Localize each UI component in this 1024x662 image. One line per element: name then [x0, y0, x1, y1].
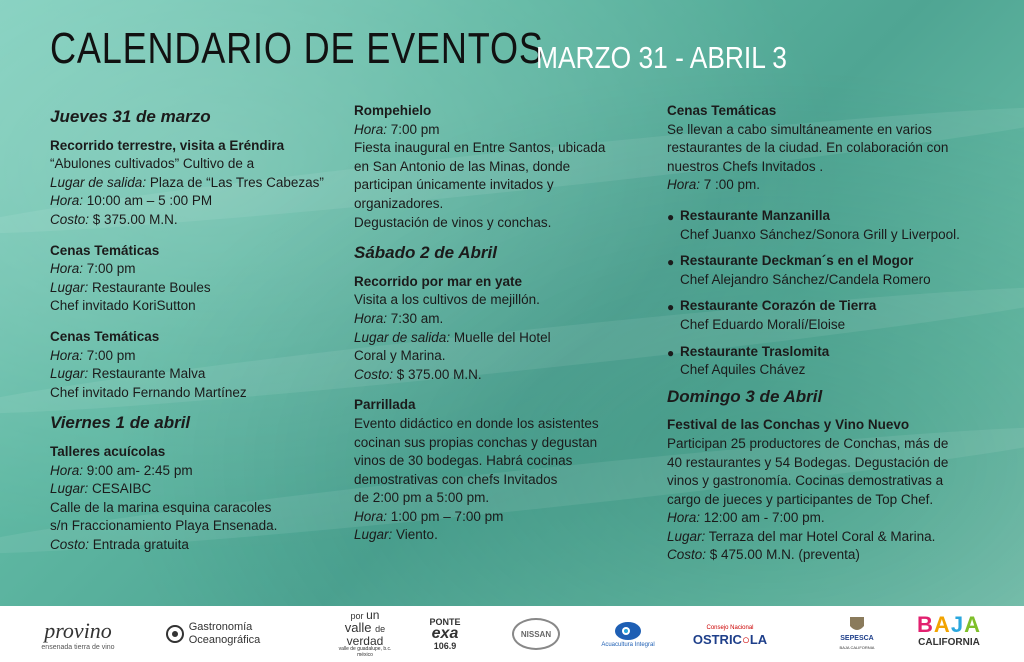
nissan-wordmark: NISSAN [512, 618, 560, 650]
field-value: Entrada gratuita [89, 536, 189, 552]
event-line [354, 366, 654, 385]
field-label: Costo: [50, 536, 90, 552]
field-label: Hora: [354, 121, 388, 137]
restaurant-item [667, 297, 1007, 334]
field-label: Costo: [667, 547, 707, 563]
gastronomia-text: Gastronomía [188, 621, 253, 633]
gastronomia-icon [165, 624, 185, 644]
field-value: 7:00 pm [83, 347, 136, 363]
restaurant-name: Restaurante Traslomita [680, 343, 830, 359]
baja-letter: J [950, 612, 965, 637]
gastronomia-logo [160, 614, 265, 654]
day-heading: Viernes 1 de abril [50, 413, 191, 433]
restaurant-chef: Chef Juanxo Sánchez/Sonora Grill y Liverpool. [680, 226, 960, 242]
bullet-icon: ● [667, 255, 675, 270]
event-line: Degustación de vinos y conchas. [354, 214, 552, 230]
field-label: Hora: [354, 508, 388, 524]
bullet-icon: ● [667, 209, 675, 224]
baja-subtitle: CALIFORNIA [918, 637, 980, 648]
field-label: Lugar: [667, 528, 706, 544]
event-line: Visita a los cultivos de mejillón. [354, 292, 540, 308]
restaurant-name: Restaurante Manzanilla [680, 207, 831, 223]
event-line [50, 192, 340, 211]
event-line [50, 279, 340, 298]
field-label: Lugar de salida: [354, 329, 451, 345]
bullet-icon: ● [667, 300, 675, 315]
event-title: Parrillada [354, 397, 416, 413]
baja-wordmark [917, 612, 981, 637]
gastronomia-text: Oceanográfica [188, 634, 261, 646]
field-value: Viento. [392, 527, 438, 543]
valle-de-verdad-logo [330, 608, 400, 658]
exa-text: PONTE [429, 617, 461, 627]
sepesca-text: SEPESCA [840, 635, 874, 642]
field-label: Hora: [354, 310, 388, 326]
event-title: Festival de las Conchas y Vino Nuevo [667, 417, 910, 433]
field-value: 7:00 pm [83, 261, 136, 277]
field-label: Hora: [50, 261, 84, 277]
event-line [50, 480, 340, 499]
ostricola-text: Consejo Nacional [706, 625, 754, 631]
ostricola-text: OSTRIC [692, 632, 742, 647]
event-line: Coral y Marina. [354, 348, 446, 364]
event-line: Se llevan a cabo simultáneamente en varios [667, 121, 932, 137]
event-line [50, 347, 340, 366]
event-block [50, 443, 340, 555]
event-line [50, 462, 340, 481]
field-label: Costo: [354, 366, 394, 382]
event-line: demostrativas con chefs Invitados [354, 471, 558, 487]
event-line: nuestros Chefs Invitados . [667, 158, 824, 174]
field-label: Hora: [50, 193, 84, 209]
event-line: Participan 25 productores de Conchas, más de [667, 435, 949, 451]
event-line [354, 526, 654, 545]
restaurant-item [667, 252, 1007, 289]
nissan-logo [511, 614, 561, 654]
event-line: cocinan sus propias conchas y degustan [354, 434, 598, 450]
event-line [667, 176, 1007, 195]
event-line: “Abulones cultivados” Cultivo de a [50, 156, 255, 172]
event-line [50, 211, 340, 230]
event-line: 40 restaurantes y 54 Bodegas. Degustación de [667, 454, 949, 470]
field-value: Restaurante Boules [88, 279, 211, 295]
field-value: 10:00 am – 5 :00 PM [83, 193, 213, 209]
field-label: Lugar: [354, 527, 393, 543]
event-block [667, 102, 1007, 195]
event-block [50, 242, 340, 316]
event-title: Recorrido terrestre, visita a Eréndira [50, 137, 285, 153]
event-title: Cenas Temáticas [667, 103, 777, 118]
event-block [354, 273, 654, 385]
sponsor-footer [0, 606, 1024, 662]
field-value: 7:30 am. [387, 310, 444, 326]
event-title: Cenas Temáticas [50, 242, 160, 258]
field-value: 9:00 am- 2:45 pm [83, 462, 193, 478]
field-value: Plaza de “Las Tres Cabezas” [146, 174, 324, 190]
day-heading: Sábado 2 de Abril [354, 243, 497, 263]
event-block [354, 396, 654, 545]
field-value: 7:00 pm [387, 121, 440, 137]
ostricola-logo: Consejo Nacional OSTRIC○LA [690, 614, 770, 654]
event-line [354, 121, 654, 140]
column-3 [667, 102, 1007, 577]
event-block [354, 102, 654, 232]
field-label: Lugar: [50, 481, 89, 497]
restaurant-name: Restaurante Deckman´s en el Mogor [680, 253, 914, 269]
provino-wordmark: provino [44, 617, 112, 643]
provino-tagline: ensenada tierra de vino [41, 643, 115, 651]
event-line [50, 260, 340, 279]
event-line [50, 365, 340, 384]
field-label: Hora: [50, 462, 84, 478]
event-line: Chef invitado Fernando Martínez [50, 384, 247, 400]
field-value: 1:00 pm – 7:00 pm [387, 508, 504, 524]
day-heading: Domingo 3 de Abril [667, 386, 823, 406]
event-line: en San Antonio de las Minas, donde [354, 158, 571, 174]
sepesca-text: BAJA CALIFORNIA [839, 645, 875, 650]
provino-logo [28, 614, 128, 654]
baja-letter: A [964, 612, 981, 637]
field-value: 12:00 am - 7:00 pm. [700, 510, 825, 526]
event-line: organizadores. [354, 195, 444, 211]
field-value: Muelle del Hotel [450, 329, 551, 345]
coat-of-arms-icon [849, 616, 865, 634]
valle-text: verdad [346, 634, 384, 648]
restaurant-name: Restaurante Corazón de Tierra [680, 298, 877, 314]
event-line: participan únicamente invitados y [354, 177, 554, 193]
valle-text: de [375, 624, 386, 634]
event-block [50, 137, 340, 230]
field-label: Hora: [667, 510, 701, 526]
field-value: $ 475.00 M.N. (preventa) [706, 547, 860, 563]
field-label: Hora: [50, 347, 84, 363]
event-title: Recorrido por mar en yate [354, 273, 523, 289]
event-title: Talleres acuícolas [50, 443, 166, 459]
event-line: Calle de la marina esquina caracoles [50, 499, 272, 515]
restaurant-item [667, 343, 1007, 380]
event-line [50, 174, 340, 193]
exa-text: exa [431, 625, 459, 642]
field-label: Hora: [667, 177, 701, 193]
event-line: restaurantes de la ciudad. En colaboración con [667, 140, 949, 156]
event-block [50, 328, 340, 402]
restaurant-chef: Chef Aquiles Chávez [680, 362, 806, 378]
exa-text: 106.9 [433, 641, 457, 651]
event-line [667, 509, 1007, 528]
event-line: de 2:00 pm a 5:00 pm. [354, 490, 490, 506]
acuacultura-logo [598, 614, 658, 654]
valle-text: valle [344, 620, 372, 635]
field-value: CESAIBC [88, 481, 152, 497]
field-value: Restaurante Malva [88, 366, 206, 382]
day-heading: Jueves 31 de marzo [50, 107, 211, 126]
event-line [50, 536, 340, 555]
event-line: Chef invitado KoriSutton [50, 298, 196, 314]
event-line: vinos de 30 bodegas. Habrá cocinas [354, 453, 573, 469]
baja-letter: B [917, 612, 934, 637]
event-dates: MARZO 31 - ABRIL 3 [536, 40, 787, 75]
field-label: Lugar: [50, 279, 89, 295]
baja-letter: A [933, 612, 951, 637]
page-title: CALENDARIO DE EVENTOS [50, 24, 544, 73]
event-line: cargo de jueces y participantes de Top Chef. [667, 491, 934, 507]
column-1 [50, 102, 340, 566]
sepesca-logo [832, 614, 882, 654]
event-line [354, 508, 654, 527]
bullet-icon: ● [667, 345, 675, 360]
event-line: Evento didáctico en donde los asistentes [354, 415, 599, 431]
event-line [354, 329, 654, 348]
event-line [354, 310, 654, 329]
column-2 [354, 102, 654, 557]
event-line [667, 528, 1007, 547]
restaurant-chef: Chef Eduardo Moralí/Eloise [680, 316, 846, 332]
event-line: Fiesta inaugural en Entre Santos, ubicada [354, 140, 606, 156]
event-line [667, 546, 1007, 565]
field-value: Terraza del mar Hotel Coral & Marina. [705, 528, 936, 544]
acuacultura-text: Acuacultura Integral [601, 642, 655, 648]
event-block [667, 416, 1007, 565]
field-value: $ 375.00 M.N. [89, 211, 178, 227]
valle-text: un [366, 608, 380, 622]
restaurant-chef: Chef Alejandro Sánchez/Candela Romero [680, 271, 931, 287]
event-line: s/n Fraccionamiento Playa Ensenada. [50, 518, 278, 534]
baja-california-logo [908, 614, 990, 654]
restaurant-item [667, 207, 1007, 244]
field-label: Lugar de salida: [50, 174, 147, 190]
field-value: $ 375.00 M.N. [393, 366, 482, 382]
event-line: vinos y gastronomía. Cocinas demostrativas a [667, 473, 944, 489]
valle-tagline: valle de guadalupe, b.c. méxico [338, 646, 392, 658]
ostricola-text: LA [749, 632, 768, 647]
acuacultura-icon [613, 620, 643, 642]
field-value: 7 :00 pm. [700, 177, 761, 193]
event-title: Cenas Temáticas [50, 328, 160, 344]
field-label: Lugar: [50, 366, 89, 382]
exa-logo [422, 614, 468, 654]
field-label: Costo: [50, 211, 90, 227]
event-title: Rompehielo [354, 103, 432, 118]
valle-text: por [350, 611, 364, 621]
